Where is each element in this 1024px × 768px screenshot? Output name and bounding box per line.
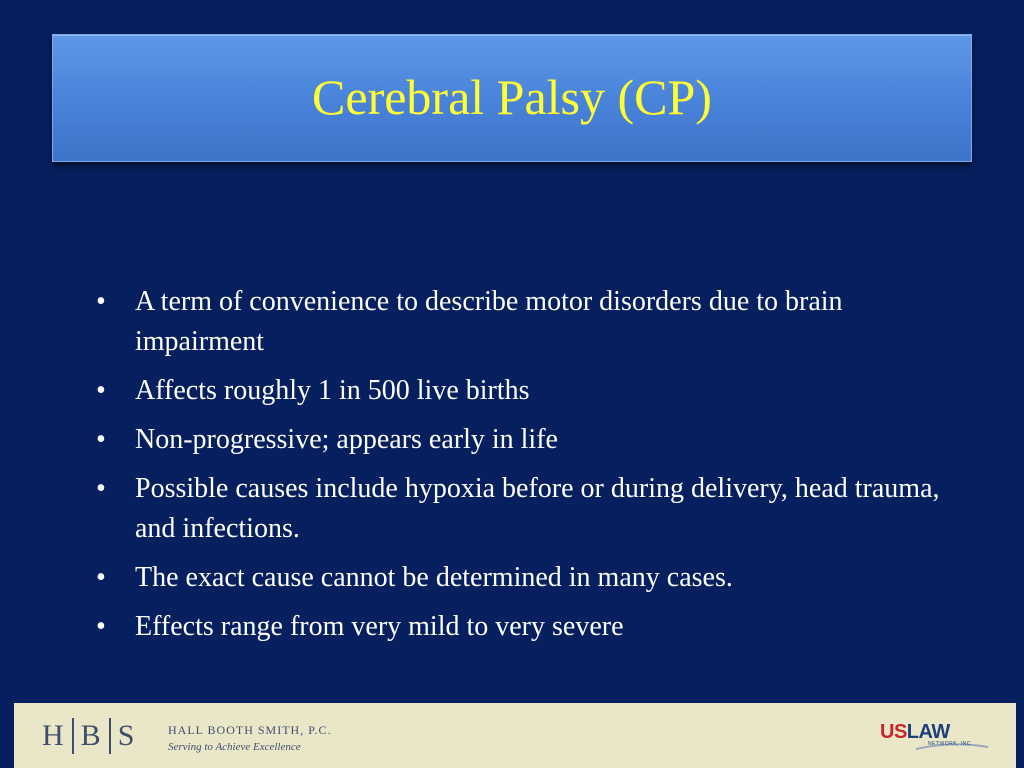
bullet-item — [96, 282, 956, 362]
bullet-text: Effects range from very mild to very severe — [135, 611, 624, 642]
bullet-item — [96, 371, 956, 411]
uslaw-law: LAW — [906, 721, 950, 743]
bullet-text: Possible causes include hypoxia before or during delivery, head trauma, and infections. — [135, 473, 940, 544]
logo-divider — [72, 718, 74, 754]
firm-block — [168, 723, 332, 753]
bullet-dot: • — [96, 375, 106, 406]
title-box — [52, 34, 972, 162]
uslaw-us: US — [880, 721, 907, 743]
bullet-dot: • — [96, 286, 106, 317]
bullet-text: The exact cause cannot be determined in many cases. — [135, 562, 733, 593]
bullet-dot: • — [96, 562, 106, 593]
bullet-text: Affects roughly 1 in 500 live births — [135, 375, 530, 406]
bullet-item — [96, 607, 956, 647]
bullet-dot: • — [96, 424, 106, 455]
logo-letter-s: S — [117, 719, 136, 752]
bullet-dot: • — [96, 473, 106, 504]
bullet-list — [96, 282, 956, 656]
uslaw-logo — [880, 721, 992, 753]
hbs-logo — [42, 713, 135, 759]
firm-name: HALL BOOTH SMITH, P.C. — [168, 723, 332, 737]
logo-letter-h: H — [42, 719, 65, 752]
footer-band — [14, 703, 1016, 768]
uslaw-subtitle: NETWORK, INC — [928, 741, 971, 747]
slide-title: Cerebral Palsy (CP) — [312, 69, 712, 125]
bullet-dot: • — [96, 611, 106, 642]
bullet-item — [96, 558, 956, 598]
bullet-item — [96, 469, 956, 549]
logo-letter-b: B — [80, 719, 102, 752]
firm-tagline: Serving to Achieve Excellence — [168, 741, 301, 753]
bullet-text: Non-progressive; appears early in life — [135, 424, 558, 455]
logo-divider — [109, 718, 111, 754]
bullet-item — [96, 420, 956, 460]
bullet-text: A term of convenience to describe motor disorders due to brain impairment — [135, 286, 843, 357]
